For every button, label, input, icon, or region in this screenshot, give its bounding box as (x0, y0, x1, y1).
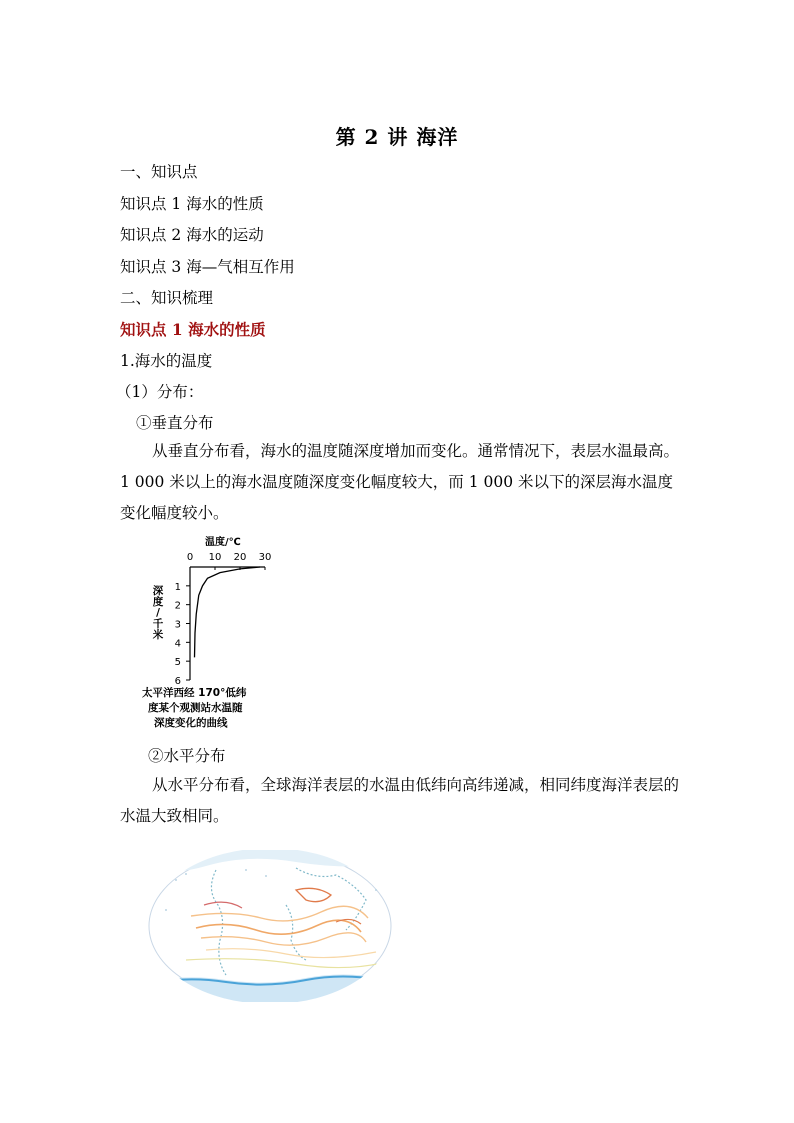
y-axis-label-char: 千 (152, 618, 164, 630)
distribution-heading: （1）分布： (116, 383, 204, 401)
y-tick-label-4: 4 (174, 638, 181, 650)
section-heading-2: 二、知识梳理 (120, 289, 214, 307)
page-title: 第 2 讲 海洋 (335, 125, 459, 149)
temperature-heading: 1.海水的温度 (120, 352, 213, 370)
y-tick-label-6: 6 (174, 676, 181, 687)
x-tick-label-10: 10 (208, 552, 222, 563)
x-tick-label-0: 0 (186, 552, 194, 563)
temperature-depth-chart (140, 532, 290, 737)
caption-line-1: 太平洋西经 170°低纬 (142, 687, 247, 699)
temperature-curve (195, 567, 261, 657)
knowledge-point-1: 知识点 1 海水的性质 (120, 195, 264, 213)
y-tick-label-5: 5 (174, 657, 181, 669)
kp1-heading: 知识点 1 海水的性质 (120, 320, 266, 339)
vertical-paragraph: 从垂直分布看，海水的温度随深度增加而变化。通常情况下，表层水温最高。1 000 米以上的海水温度随深度变化幅度较大，而 1 000 米以下的深层海水温度变化幅度较小。 (120, 442, 680, 522)
horizontal-paragraph: 从水平分布看，全球海洋表层的水温由低纬向高纬递减，相同纬度海洋表层的水温大致相同。 (120, 776, 680, 825)
knowledge-point-2: 知识点 2 海水的运动 (120, 226, 264, 244)
caption-line-3: 深度变化的曲线 (154, 717, 228, 729)
y-axis-label-char: / (156, 607, 160, 619)
y-tick-label-2: 2 (174, 600, 181, 612)
y-tick-label-1: 1 (174, 581, 181, 593)
caption-line-2: 度某个观测站水温随 (148, 702, 243, 714)
x-tick-label-20: 20 (233, 552, 247, 563)
vertical-heading: ①垂直分布 (136, 414, 214, 432)
y-axis-label-char: 深 (152, 585, 164, 597)
y-axis-label-char: 米 (152, 629, 164, 641)
knowledge-point-3: 知识点 3 海—气相互作用 (120, 258, 295, 276)
x-tick-label-30: 30 (258, 552, 272, 563)
horizontal-heading: ②水平分布 (148, 747, 226, 765)
y-axis-label-char: 度 (152, 596, 164, 608)
world-sst-map (146, 850, 394, 1002)
x-axis-label: 温度/℃ (205, 537, 241, 548)
y-tick-label-3: 3 (174, 619, 181, 631)
section-heading-1: 一、知识点 (120, 163, 198, 181)
